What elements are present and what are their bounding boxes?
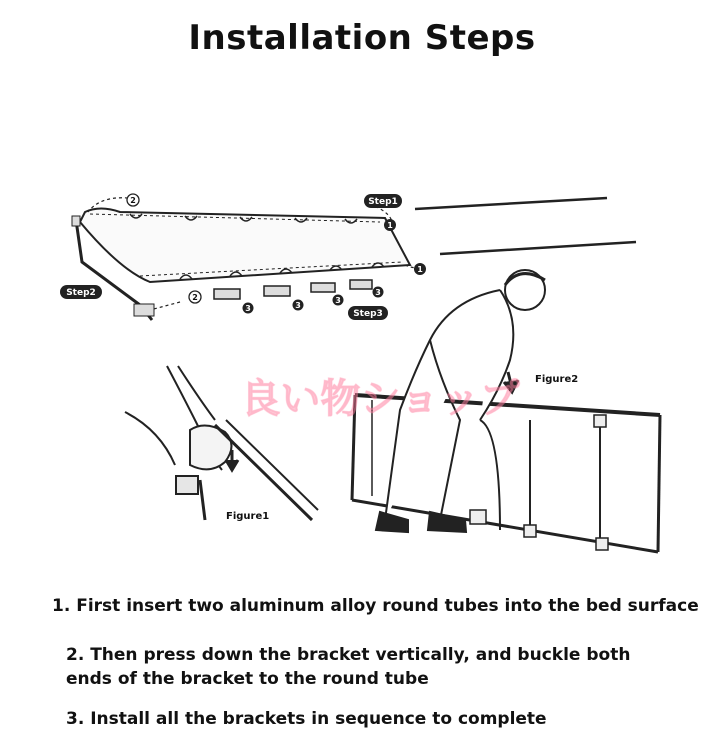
figure1-label: Figure1 — [226, 511, 270, 522]
badge-num-2b: 2 — [192, 293, 198, 302]
step1-label: Step1 — [368, 197, 398, 207]
badge-num-1: 1 — [387, 221, 393, 230]
instruction-step-3: 3. Install all the brackets in sequence to complete — [66, 709, 547, 729]
badge-num-1b: 1 — [417, 265, 423, 274]
watermark-text: 良い物ショップ — [240, 376, 520, 422]
badge-num-3a: 3 — [245, 304, 251, 313]
badge-num-3d: 3 — [375, 288, 381, 297]
instruction-step-2: 2. Then press down the bracket vertically, and buckle both ends of the bracket to the round tube — [66, 645, 631, 689]
instruction-step-1: 1. First insert two aluminum alloy round tubes into the bed surface — [52, 596, 699, 616]
step2-label: Step2 — [66, 288, 96, 298]
badge-num-3c: 3 — [335, 296, 341, 305]
step3-label: Step3 — [353, 309, 383, 319]
badge-num-3b: 3 — [295, 301, 301, 310]
figure2-label: Figure2 — [535, 374, 579, 385]
badge-num-2: 2 — [130, 196, 136, 205]
bed-assembly-diagram — [72, 198, 636, 320]
page-title: Installation Steps — [188, 18, 536, 58]
